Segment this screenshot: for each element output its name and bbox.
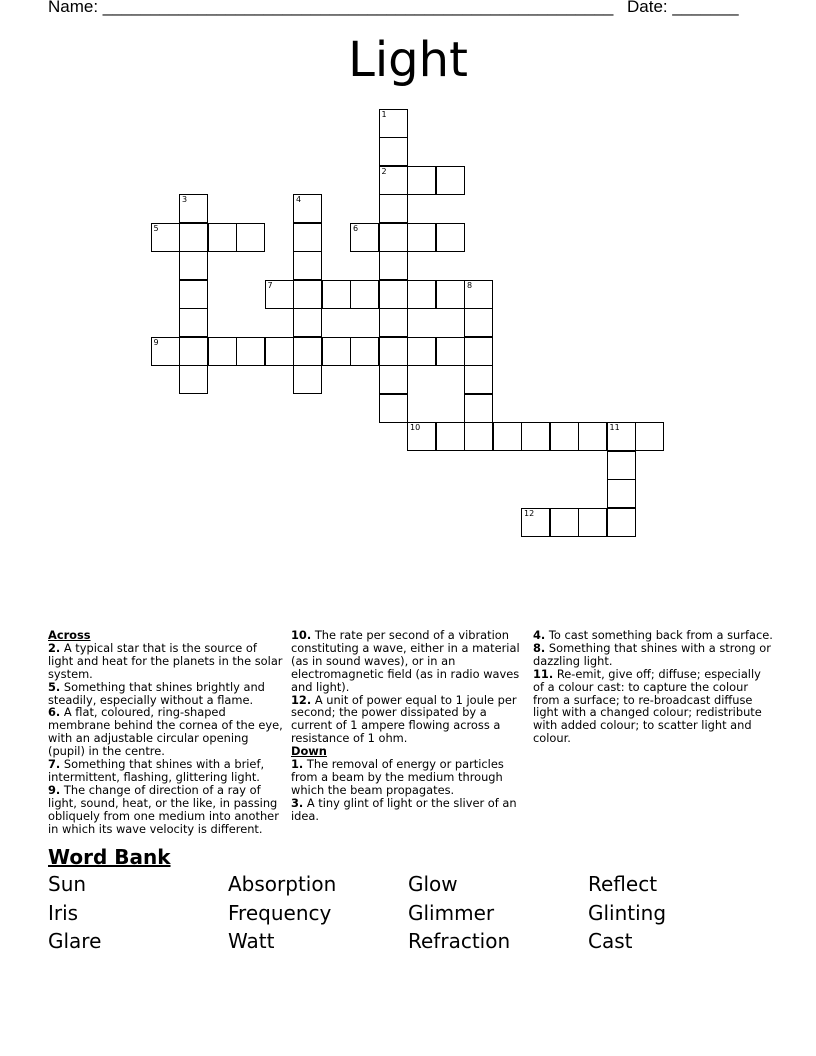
clue-number: 5 (153, 223, 159, 233)
clue-across-9: 9. The change of direction of a ray of light, sound, heat, or the like, in passing obliquely from one medium into another in which its wave velocity is different. (48, 782, 279, 836)
grid-cell[interactable] (293, 365, 322, 394)
clue-down-11: 11. Re-emit, give off; diffuse; especially of a colour cast: to capture the colour from a surface; to re-broadcast diffuse light with a changed colour; redistribute with added colour; to scatter light and colour. (533, 666, 762, 746)
grid-cell[interactable] (407, 223, 436, 252)
grid-cell[interactable] (521, 422, 550, 451)
page-title: Light (348, 32, 468, 88)
grid-cell[interactable] (436, 280, 465, 309)
grid-cell[interactable] (578, 422, 607, 451)
word-bank-heading: Word Bank (48, 845, 171, 869)
grid-cell[interactable] (179, 251, 208, 280)
grid-cell[interactable] (379, 308, 408, 337)
clue-number: 6 (353, 223, 359, 233)
grid-cell[interactable] (464, 280, 493, 309)
grid-cell[interactable] (293, 251, 322, 280)
grid-cell[interactable] (436, 337, 465, 366)
clue-down-4: 4. To cast something back from a surface. (533, 628, 773, 642)
clue-number: 3 (182, 195, 188, 204)
grid-cell[interactable] (436, 422, 465, 451)
grid-cell[interactable] (379, 365, 408, 394)
grid-cell[interactable] (236, 223, 265, 252)
clue-number: 9 (153, 337, 159, 347)
grid-cell[interactable] (293, 223, 322, 252)
grid-cell[interactable] (436, 166, 465, 195)
grid-cell[interactable] (322, 337, 351, 366)
word-bank-item: Watt (228, 929, 275, 953)
grid-cell[interactable] (493, 422, 522, 451)
word-bank-item: Sun (48, 872, 87, 896)
grid-cell[interactable] (550, 422, 579, 451)
grid-cell[interactable] (350, 337, 379, 366)
grid-cell[interactable] (607, 508, 636, 537)
clue-across-12: 12. A unit of power equal to 1 joule per second; the power dissipated by a current of 1 ampere flowing across a resistance of 1 ohm. (291, 692, 517, 746)
grid-cell[interactable] (379, 223, 408, 252)
grid-cell[interactable] (607, 479, 636, 508)
clue-number: 8 (467, 280, 473, 290)
grid-cell[interactable] (464, 308, 493, 337)
grid-cell[interactable] (550, 508, 579, 537)
word-bank-item: Iris (48, 901, 79, 925)
clue-down-1: 1. The removal of energy or particles from a beam by the medium through which the beam propagates. (291, 757, 504, 797)
grid-cell[interactable] (379, 166, 408, 195)
grid-cell[interactable] (407, 166, 436, 195)
word-bank-item: Absorption (228, 872, 337, 896)
grid-cell[interactable] (208, 337, 237, 366)
grid-cell[interactable] (464, 365, 493, 394)
word-bank-item: Glimmer (408, 901, 495, 925)
grid-cell[interactable] (350, 223, 379, 252)
grid-cell[interactable] (350, 280, 379, 309)
date-field[interactable]: Date: _______ (627, 0, 739, 16)
word-bank-item: Glinting (588, 901, 667, 925)
clue-across-5: 5. Something that shines brightly and steadily, especially without a flame. (48, 679, 265, 707)
down-heading: Down (291, 744, 327, 759)
grid-cell[interactable] (464, 394, 493, 423)
grid-cell[interactable] (407, 422, 436, 451)
grid-cell[interactable] (379, 251, 408, 280)
clues-column-1 (48, 629, 284, 836)
word-bank-item: Frequency (228, 901, 332, 925)
grid-cell[interactable] (179, 337, 208, 366)
grid-cell[interactable] (407, 280, 436, 309)
grid-cell[interactable] (151, 337, 180, 366)
grid-cell[interactable] (179, 365, 208, 394)
grid-cell[interactable] (179, 280, 208, 309)
clue-number: 10 (410, 423, 421, 432)
clue-across-10: 10. The rate per second of a vibration constituting a wave, either in a material (as in sound waves), or in an electromagnetic field (as in radio waves and light). (291, 628, 520, 694)
name-field[interactable]: Name: ______________________________________________________ (48, 0, 614, 16)
clue-across-7: 7. Something that shines with a brief, intermittent, flashing, glittering light. (48, 757, 265, 784)
word-bank-item: Refraction (408, 929, 511, 953)
clue-number: 4 (296, 195, 302, 204)
clue-down-3: 3. A tiny glint of light or the sliver of an idea. (291, 795, 517, 823)
grid-cell[interactable] (521, 508, 550, 537)
clue-across-6: 6. A flat, coloured, ring-shaped membrane behind the cornea of the eye, with an adjustable circular opening (pupil) in the centre. (48, 705, 283, 759)
grid-cell[interactable] (179, 223, 208, 252)
grid-cell[interactable] (293, 337, 322, 366)
clues-column-2 (291, 629, 525, 823)
clue-down-8: 8. Something that shines with a strong or dazzling light. (533, 640, 771, 668)
grid-cell[interactable] (265, 280, 294, 309)
grid-cell[interactable] (607, 451, 636, 480)
grid-cell[interactable] (208, 223, 237, 252)
grid-cell[interactable] (293, 308, 322, 337)
grid-cell[interactable] (607, 422, 636, 451)
word-bank-item: Reflect (588, 872, 658, 896)
clue-number: 12 (524, 508, 535, 518)
grid-cell[interactable] (635, 422, 664, 451)
across-heading: Across (48, 628, 91, 642)
grid-cell[interactable] (179, 308, 208, 337)
word-bank-item: Glow (408, 872, 458, 896)
clue-across-2: 2. A typical star that is the source of light and heat for the planets in the solar system. (48, 640, 283, 681)
clue-number: 7 (267, 280, 273, 290)
grid-cell[interactable] (293, 194, 322, 223)
word-bank-item: Cast (588, 929, 633, 953)
grid-cell[interactable] (464, 337, 493, 366)
grid-cell[interactable] (322, 280, 351, 309)
grid-cell[interactable] (379, 394, 408, 423)
grid-cell[interactable] (151, 223, 180, 252)
grid-cell[interactable] (436, 223, 465, 252)
clues-column-3 (533, 629, 773, 745)
grid-cell[interactable] (464, 422, 493, 451)
grid-cell[interactable] (379, 137, 408, 166)
clue-number: 11 (609, 423, 620, 432)
grid-cell[interactable] (179, 194, 208, 223)
grid-cell[interactable] (265, 337, 294, 366)
grid-cell[interactable] (293, 280, 322, 309)
clue-number: 2 (381, 166, 387, 176)
grid-cell[interactable] (379, 194, 408, 223)
grid-cell[interactable] (236, 337, 265, 366)
grid-cell[interactable] (379, 337, 408, 366)
grid-cell[interactable] (578, 508, 607, 537)
grid-cell[interactable] (379, 109, 408, 138)
word-bank-item: Glare (48, 929, 102, 953)
grid-cell[interactable] (379, 280, 408, 309)
clue-number: 1 (381, 109, 387, 119)
grid-cell[interactable] (407, 337, 436, 366)
